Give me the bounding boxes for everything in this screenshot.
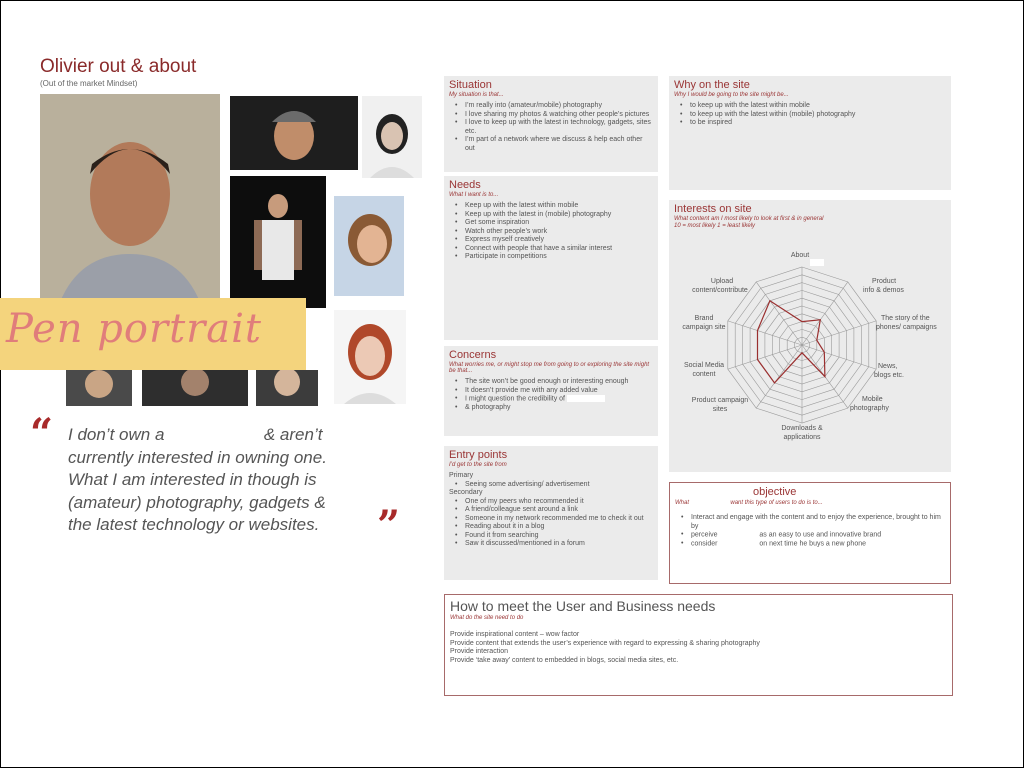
radar-series-line xyxy=(758,301,825,383)
axis-label-campaign-1: Product campaign xyxy=(691,397,749,404)
situation-title: Situation xyxy=(449,79,492,91)
page-title: Olivier out & about xyxy=(40,56,197,77)
needs-title: Needs xyxy=(449,179,481,191)
axis-label-brand-2: campaign site xyxy=(682,324,726,331)
list-item: • I love to keep up with the latest in technology, gadgets, sites etc. xyxy=(465,119,653,136)
list-item xyxy=(691,531,945,540)
objective-item-2a: perceive xyxy=(691,531,718,539)
person-photo-cap-man xyxy=(230,96,358,170)
how-to-meet-title: How to meet the User and Business needs xyxy=(450,598,716,614)
radar-spoke xyxy=(756,282,802,345)
redacted-blank xyxy=(810,259,824,266)
objective-title: objective xyxy=(753,486,797,498)
objective-item-3b: on next time he buys a new phone xyxy=(759,540,867,548)
person-photo-main xyxy=(40,94,220,302)
list-item: • The site won’t be good enough or interesting enough xyxy=(465,378,653,387)
person-photo-smiling-woman xyxy=(334,196,404,296)
entry-points-subtitle: I’d get to the site from xyxy=(449,462,507,468)
list-item: • to be inspired xyxy=(690,119,946,128)
axis-label-about: About xyxy=(790,252,810,259)
axis-label-downloads-2: applications xyxy=(783,434,821,441)
list-item: • Connect with people that have a similar interest xyxy=(465,245,653,254)
list-item: • I’m part of a network where we discuss & help each other out xyxy=(465,136,653,153)
entry-points-panel xyxy=(444,446,658,580)
axis-label-story-2: phones/ campaigns xyxy=(876,324,937,331)
axis-label-news-1: News, xyxy=(878,363,898,370)
list-item: • Express myself creatively xyxy=(465,236,653,245)
why-subtitle: Why I would be going to the site might be... xyxy=(674,92,789,98)
axis-label-social-2: content xyxy=(692,371,716,378)
axis-label-campaign-2: sites xyxy=(712,406,728,413)
interests-title: Interests on site xyxy=(674,203,752,215)
list-item: • to keep up with the latest within mobile xyxy=(690,102,946,111)
objective-sub-a: What xyxy=(675,500,690,507)
axis-label-upload-1: Upload xyxy=(710,278,734,285)
quote-line-1b: & aren’t xyxy=(263,425,323,444)
list-item xyxy=(691,540,945,549)
close-quote-icon: ” xyxy=(377,502,401,549)
meet-line: Provide content that extends the user’s experience with regard to expressing & sharing photography xyxy=(450,639,760,647)
list-item: • Get some inspiration xyxy=(465,219,653,228)
radar-spoke xyxy=(756,345,802,408)
redacted-blank xyxy=(169,428,259,440)
entry-secondary-label: Secondary xyxy=(449,489,483,496)
how-to-meet-panel xyxy=(444,594,953,696)
axis-label-upload-2: content/contribute xyxy=(692,287,748,294)
entry-secondary-list xyxy=(449,498,653,549)
axis-label-brand-1: Brand xyxy=(694,315,714,322)
why-on-site-panel xyxy=(669,76,951,190)
axis-label-news-2: blogs etc. xyxy=(874,372,904,379)
list-item: • Seeing some advertising/ advertisement xyxy=(465,481,653,490)
axis-label-downloads-1: Downloads & xyxy=(781,425,823,432)
person-photo-small-2 xyxy=(142,370,248,406)
persona-quote xyxy=(68,424,418,537)
concerns-list xyxy=(449,378,653,412)
concerns-title: Concerns xyxy=(449,349,497,361)
quote-line-2: currently interested in owning one. xyxy=(68,447,327,467)
list-item: • One of my peers who recommended it xyxy=(465,498,653,507)
objective-item-2b: as an easy to use and innovative brand xyxy=(759,531,882,539)
interests-subtitle: What content am I most likely to look at first & in general xyxy=(674,216,824,222)
objective-panel xyxy=(669,482,951,584)
list-item: • I’m really into (amateur/mobile) photography xyxy=(465,102,653,111)
why-title: Why on the site xyxy=(674,79,750,91)
list-item: • & photography xyxy=(465,404,653,413)
meet-line: Provide inspirational content – wow factor xyxy=(450,631,580,638)
person-photo-small-3 xyxy=(256,370,318,406)
interests-radar-chart xyxy=(670,240,950,470)
objective-subtitle xyxy=(675,499,945,506)
page-subtitle: (Out of the market Mindset) xyxy=(40,79,138,88)
how-to-meet-subtitle: What do the site need to do xyxy=(450,615,524,621)
list-item: • Interact and engage with the content and to enjoy the experience, brought to him by xyxy=(691,514,945,531)
person-photo-tattoo-man xyxy=(230,176,326,308)
entry-points-title: Entry points xyxy=(449,449,508,461)
objective-list xyxy=(675,514,945,549)
list-item: • Watch other people’s work xyxy=(465,228,653,237)
axis-label-mobile-1: Mobile xyxy=(862,396,883,403)
radar-spoke xyxy=(802,282,848,345)
list-item xyxy=(465,395,653,404)
redacted-blank xyxy=(691,499,729,506)
axis-label-mobile-2: photography xyxy=(850,405,889,412)
why-list xyxy=(674,102,946,128)
person-photo-asian-woman xyxy=(362,96,422,178)
quote-line-5: the latest technology or websites. xyxy=(68,515,320,534)
needs-panel xyxy=(444,176,658,340)
list-item: • Saw it discussed/mentioned in a forum xyxy=(465,540,653,549)
list-item: • I love sharing my photos & watching other people’s pictures xyxy=(465,111,653,120)
list-item: • It doesn’t provide me with any added value xyxy=(465,387,653,396)
concerns-subtitle: What worries me, or might stop me from going to or exploring the site might be that... xyxy=(449,362,650,374)
situation-panel xyxy=(444,76,658,172)
list-item: • A friend/colleague sent around a link xyxy=(465,506,653,515)
pen-portrait-label: Pen portrait xyxy=(6,306,262,352)
concerns-panel xyxy=(444,346,658,436)
redacted-blank xyxy=(719,540,757,547)
interests-scale: 10 = most likely 1 = least likely xyxy=(674,223,756,229)
objective-sub-b: want this type of users to do is to... xyxy=(730,500,823,507)
redacted-blank xyxy=(567,395,605,402)
entry-primary-list xyxy=(449,481,653,490)
person-photo-small-1 xyxy=(66,370,132,406)
list-item: • Participate in competitions xyxy=(465,253,653,262)
list-item: • to keep up with the latest within (mobile) photography xyxy=(690,111,946,120)
meet-line: Provide ‘take away’ content to embedded in blogs, social media sites, etc. xyxy=(450,656,679,664)
radar-svg xyxy=(670,240,950,470)
needs-list xyxy=(449,202,653,262)
list-item: • Reading about it in a blog xyxy=(465,523,653,532)
axis-label-story-1: The story of the xyxy=(881,315,930,322)
axis-label-product-1: Product xyxy=(872,278,897,285)
open-quote-icon: “ xyxy=(30,410,54,457)
quote-line-1a: I don’t own a xyxy=(68,425,165,444)
concerns-item-text: I might question the credibility of xyxy=(465,395,565,403)
list-item: • Someone in my network recommended me to check it out xyxy=(465,515,653,524)
needs-subtitle: What I want is to... xyxy=(449,192,499,198)
situation-subtitle: My situation is that... xyxy=(449,92,504,98)
list-item: • Keep up with the latest in (mobile) photography xyxy=(465,211,653,220)
axis-label-social-1: Social Media xyxy=(683,362,725,369)
quote-line-4: (amateur) photography, gadgets & xyxy=(68,492,326,512)
objective-item-3a: consider xyxy=(691,540,718,548)
quote-line-3: What I am interested in though is xyxy=(68,470,317,489)
entry-primary-label: Primary xyxy=(449,472,474,479)
radar-grid xyxy=(728,267,876,423)
person-photo-redhead-woman xyxy=(334,310,406,404)
redacted-blank xyxy=(719,531,757,538)
list-item: • Keep up with the latest within mobile xyxy=(465,202,653,211)
meet-line: Provide interaction xyxy=(450,648,508,655)
axis-label-product-2: info & demos xyxy=(863,287,904,294)
list-item: • Found it from searching xyxy=(465,532,653,541)
situation-list xyxy=(449,102,653,153)
